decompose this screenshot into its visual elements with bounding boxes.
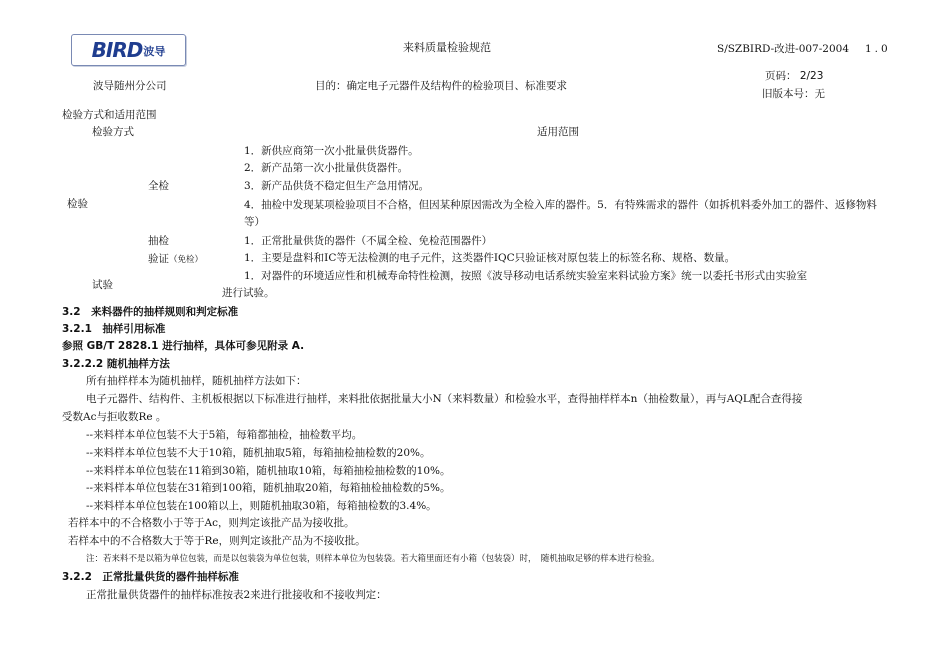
paragraph-sampling-method-line1: 电子元器件、结构件、主机板根据以下标准进行抽样，来料批依据批量大小N（来料数量）和检验水平，查得抽样样本n（抽检数量），再与AQL配合查得接: [86, 393, 803, 405]
page-value: 2/23: [799, 70, 824, 82]
sampling-rule-4: --来料样本单位包装在31箱到100箱，随机抽取20箱，每箱抽检抽检数的5%。: [86, 482, 451, 494]
heading-3-2-1: 3.2.1 抽样引用标准: [62, 323, 166, 335]
sampling-rule-3: --来料样本单位包装在11箱到30箱，随机抽取10箱，每箱抽检抽检数的10%。: [86, 465, 451, 477]
document-purpose: 目的：确定电子元器件及结构件的检验项目、标准要求: [315, 80, 567, 92]
heading-3-2-2-2: 3.2.2.2 随机抽样方法: [62, 358, 170, 370]
full-item-3: 3．新产品供货不稳定但生产急用情况。: [244, 180, 430, 192]
company-name: 波导随州分公司: [93, 80, 167, 92]
column-header-scope: 适用范围: [537, 126, 579, 138]
paragraph-normal-batch: 正常批量供货器件的抽样标准按表2来进行批接收和不接收判定：: [86, 589, 387, 601]
verify-label-note: （免检）: [169, 255, 204, 265]
full-item-4: 4．抽检中发现某项检验项目不合格，但因某种原因需改为全检入库的器件。5．有特殊需求的器件（如拆机料委外加工的器件、返修物料等）: [244, 199, 877, 228]
packaging-note: 注：若来料不是以箱为单位包装，而是以包装袋为单位包装，则样本单位为包装袋。若大箱里面还有小箱（包装袋）时， 随机抽取足够的样本进行检验。: [86, 554, 660, 564]
full-item-1: 1．新供应商第一次小批量供货器件。: [244, 145, 419, 157]
sampling-rule-5: --来料样本单位包装在100箱以上，则随机抽取30箱，每箱抽检数的3.4%。: [86, 500, 437, 512]
old-version: 旧版本号：无: [762, 88, 825, 100]
logo-text-cn: 波导: [143, 45, 166, 59]
section-heading: 检验方式和适用范围: [62, 109, 157, 121]
test-item-line2: 进行试验。: [222, 287, 275, 299]
test-item-line1: 1．对器件的环境适应性和机械寿命特性检测，按照《波导移动电话系统实验室来料试验方案》统一以委托书形式由实验室: [244, 270, 808, 282]
document-version: 1.0: [865, 43, 891, 55]
sampling-rule-2: --来料样本单位包装不大于10箱，随机抽取5箱，每箱抽检抽检数的20%。: [86, 447, 431, 459]
verify-label: 验证: [148, 253, 169, 265]
column-header-method: 检验方式: [92, 126, 134, 138]
bird-logo: [71, 34, 186, 66]
logo-text-en: BIRD: [91, 37, 143, 62]
sample-item: 1．正常批量供货的器件（不属全检、免检范围器件）: [244, 235, 493, 247]
document-number: S/SZBIRD-改进-007-2004: [717, 43, 850, 55]
document-title: 来料质量检验规范: [403, 41, 491, 54]
sample-inspection-label: 抽检: [148, 235, 169, 247]
accept-criteria: 若样本中的不合格数小于等于Ac，则判定该批产品为接收批。: [68, 517, 355, 529]
full-inspection-label: 全检: [148, 180, 169, 192]
full-item-2: 2．新产品第一次小批量供货器件。: [244, 162, 409, 174]
inspection-group-label: 检验: [67, 198, 88, 210]
verify-label-wrap: [148, 253, 203, 266]
page-number: [765, 70, 823, 83]
page-label: 页码：: [765, 70, 797, 82]
verify-item: 1．主要是盘料和IC等无法检测的电子元件，这类器件IQC只验证核对原包装上的标签名称、规格、数量。: [244, 252, 736, 264]
test-label: 试验: [92, 279, 113, 291]
sampling-rule-1: --来料样本单位包装不大于5箱，每箱都抽检，抽检数平均。: [86, 429, 363, 441]
heading-3-2: 3.2 来料器件的抽样规则和判定标准: [62, 306, 239, 318]
reference-standard: 参照 GB/T 2828.1 进行抽样，具体可参见附录 A.: [62, 340, 305, 352]
reject-criteria: 若样本中的不合格数大于等于Re，则判定该批产品为不接收批。: [68, 535, 366, 547]
heading-3-2-2: 3.2.2 正常批量供货的器件抽样标准: [62, 571, 239, 583]
paragraph-sampling-method-line2: 受数Ac与拒收数Re 。: [62, 411, 167, 423]
paragraph-random-sampling: 所有抽样样本为随机抽样，随机抽样方法如下：: [86, 375, 307, 387]
